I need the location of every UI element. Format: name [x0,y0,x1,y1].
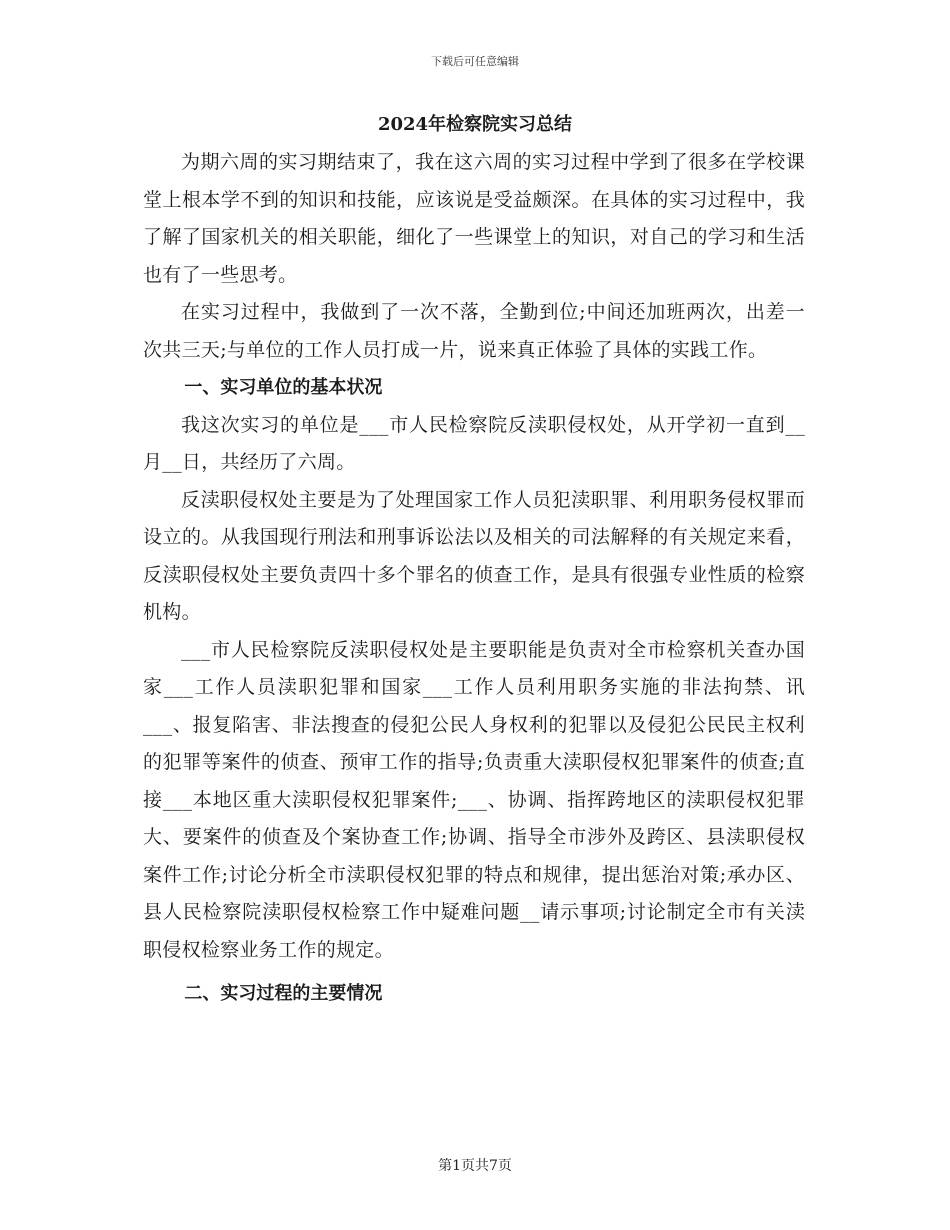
section1-paragraph-3: ___市人民检察院反渎职侵权处是主要职能是负责对全市检察机关查办国家___工作人员渎职犯罪和国家___工作人员利用职务实施的非法拘禁、讯___、报复陷害、非法搜查的侵犯公民人身权利的犯罪以及侵犯公民民主权利的犯罪等案件的侦查、预审工作的指导;负责重大渎职侵权犯罪案件的侦查;直接___本地区重大渎职侵权犯罪案件;___、协调、指挥跨地区的渎职侵权犯罪大、要案件的侦查及个案协查工作;协调、指导全市涉外及跨区、县渎职侵权案件工作;讨论分析全市渎职侵权犯罪的特点和规律，提出惩治对策;承办区、县人民检察院渎职侵权检察工作中疑难问题__请示事项;讨论制定全市有关渎职侵权检察业务工作的规定。 [143,638,805,961]
section-heading-2: 二、实习过程的主要情况 [184,983,383,1004]
section-heading-1: 一、实习单位的基本状况 [184,377,383,398]
document-body [143,110,805,1013]
section1-paragraph-2: 反渎职侵权处主要是为了处理国家工作人员犯渎职罪、利用职务侵权罪而设立的。从我国现行刑法和刑事诉讼法以及相关的司法解释的有关规定来看，反渎职侵权处主要负责四十多个罪名的侦查工作，是具有很强专业性质的检察机构。 [143,488,805,623]
page-footer: 第1页共7页 [438,1158,512,1174]
section1-paragraph-1: 我这次实习的单位是___市人民检察院反渎职侵权处，从开学初一直到__月__日，共经历了六周。 [143,413,805,473]
intro-paragraph-2: 在实习过程中，我做到了一次不落，全勤到位;中间还加班两次，出差一次共三天;与单位的工作人员打成一片，说来真正体验了具体的实践工作。 [143,301,805,361]
document-title: 2024年检察院实习总结 [377,114,573,135]
header-note: 下载后可任意编辑 [431,55,519,68]
intro-paragraph-1: 为期六周的实习期结束了，我在这六周的实习过程中学到了很多在学校课堂上根本学不到的知识和技能，应该说是受益颇深。在具体的实习过程中，我了解了国家机关的相关职能，细化了一些课堂上的知识，对自己的学习和生活也有了一些思考。 [143,151,805,286]
